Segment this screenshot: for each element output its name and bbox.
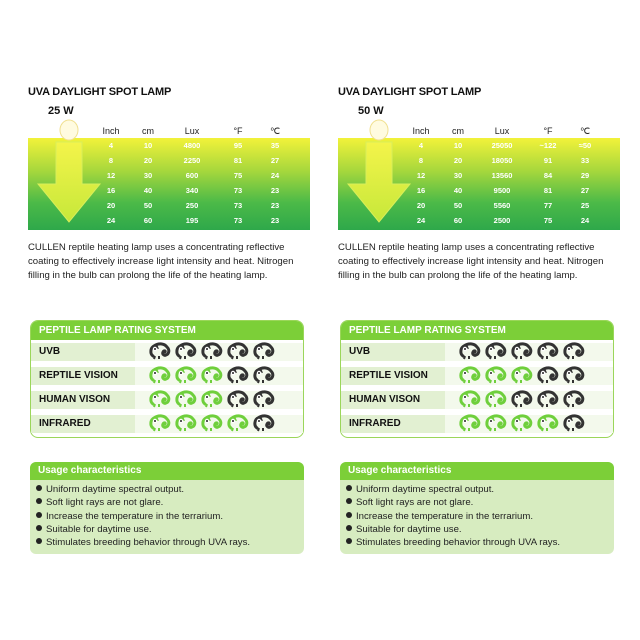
cell: 60	[453, 216, 463, 225]
rating-icons	[149, 414, 279, 434]
usage-text: Increase the temperature in the terrarium.	[46, 510, 224, 522]
wattage-label: 25 W	[48, 105, 74, 117]
cell: 77	[543, 201, 553, 210]
col-inch: Inch	[412, 126, 430, 136]
cell: 8	[108, 156, 114, 165]
table-row	[93, 198, 291, 213]
chameleon-dark-icon	[253, 390, 279, 407]
usage-box	[30, 462, 304, 554]
cell: 195	[185, 216, 199, 225]
chameleon-green-icon	[459, 414, 485, 431]
chameleon-dark-icon	[537, 366, 563, 383]
wattage-label: 50 W	[358, 105, 384, 117]
chameleon-green-icon	[149, 366, 175, 383]
cell: 25050	[491, 141, 513, 150]
rating-label: UVB	[31, 343, 135, 361]
cell: 20	[416, 201, 426, 210]
cell: 81	[543, 186, 553, 195]
bulb-icon	[60, 120, 78, 140]
table-row	[403, 183, 601, 198]
chameleon-green-icon	[227, 414, 253, 431]
cell: 73	[233, 216, 243, 225]
chameleon-green-icon	[201, 414, 227, 431]
cell: 16	[106, 186, 116, 195]
cell: 4	[108, 141, 114, 150]
cell: 40	[143, 186, 153, 195]
cell: 18050	[491, 156, 513, 165]
rating-icons	[459, 414, 589, 434]
table-row	[93, 213, 291, 228]
list-item	[346, 483, 560, 496]
list-item	[346, 523, 560, 536]
col-cm: cm	[142, 126, 154, 136]
chameleon-green-icon	[175, 414, 201, 431]
spec-table	[93, 124, 291, 228]
list-item	[346, 496, 560, 509]
col-fahrenheit: °F	[543, 126, 553, 136]
cell: 60	[143, 216, 153, 225]
product-description: CULLEN reptile heating lamp uses a concentrating reflective coating to effectively increase light intensity and heat. Nitrogen filling in the bulb can prolong the life of the heating lamp.	[338, 242, 604, 281]
rating-label: INFRARED	[31, 415, 135, 433]
table-row	[93, 168, 291, 183]
cell: 75	[543, 216, 553, 225]
table-row	[403, 138, 601, 153]
usage-text: Uniform daytime spectral output.	[356, 484, 495, 495]
cell: 24	[416, 216, 426, 225]
chameleon-dark-icon	[511, 342, 537, 359]
cell: 50	[453, 201, 463, 210]
chameleon-green-icon	[149, 390, 175, 407]
cell: 27	[580, 186, 590, 195]
cell: 9500	[493, 186, 511, 195]
cell: 27	[270, 156, 280, 165]
cell: 600	[185, 171, 199, 180]
chameleon-green-icon	[175, 390, 201, 407]
cell: 30	[453, 171, 463, 180]
cell: 40	[453, 186, 463, 195]
rating-icons	[149, 366, 279, 386]
cell: 20	[143, 156, 153, 165]
bullet-icon	[346, 538, 352, 544]
chameleon-dark-icon	[149, 342, 175, 359]
cell: 95	[233, 141, 243, 150]
cell: 24	[580, 216, 590, 225]
rating-system-box	[340, 320, 614, 438]
cell: 20	[453, 156, 463, 165]
chameleon-dark-icon	[537, 342, 563, 359]
cell: 2500	[493, 216, 511, 225]
rating-label: REPTILE VISION	[341, 367, 445, 385]
chameleon-green-icon	[459, 390, 485, 407]
cell: 23	[270, 186, 280, 195]
chameleon-dark-icon	[253, 366, 279, 383]
chameleon-green-icon	[149, 414, 175, 431]
cell: 4800	[183, 141, 201, 150]
cell: 4	[418, 141, 424, 150]
rating-row-uvb	[341, 341, 613, 363]
rating-row-uvb	[31, 341, 303, 363]
col-celsius: ℃	[269, 125, 281, 136]
list-item	[346, 510, 560, 523]
chameleon-dark-icon	[563, 414, 589, 431]
table-row	[403, 213, 601, 228]
cell: 91	[543, 156, 553, 165]
cell: 340	[185, 186, 199, 195]
usage-text: Suitable for daytime use.	[356, 523, 462, 535]
usage-list	[36, 483, 250, 549]
cell: 50	[143, 201, 153, 210]
chameleon-green-icon	[511, 414, 537, 431]
chameleon-green-icon	[201, 366, 227, 383]
rating-row-reptile-vision	[341, 365, 613, 387]
rating-label: UVB	[341, 343, 445, 361]
table-row	[93, 153, 291, 168]
usage-text: Soft light rays are not glare.	[356, 497, 474, 509]
bullet-icon	[36, 498, 42, 504]
cell: 35	[270, 141, 280, 150]
bullet-icon	[36, 485, 42, 491]
chameleon-dark-icon	[227, 366, 253, 383]
cell: 24	[270, 171, 280, 180]
usage-title: Usage characteristics	[30, 462, 304, 480]
cell: 23	[270, 201, 280, 210]
list-item	[36, 510, 250, 523]
panel-title: UVA DAYLIGHT SPOT LAMP	[28, 86, 172, 98]
col-fahrenheit: °F	[233, 126, 243, 136]
rating-label: INFRARED	[341, 415, 445, 433]
chameleon-green-icon	[485, 390, 511, 407]
cell: ~122	[539, 141, 557, 150]
chameleon-dark-icon	[563, 390, 589, 407]
chameleon-dark-icon	[485, 342, 511, 359]
bullet-icon	[346, 485, 352, 491]
cell: 13560	[491, 171, 513, 180]
rating-label: HUMAN VISON	[31, 391, 135, 409]
usage-text: Suitable for daytime use.	[46, 523, 152, 535]
chameleon-dark-icon	[563, 366, 589, 383]
spec-chart	[338, 118, 620, 230]
cell: 24	[106, 216, 116, 225]
chameleon-dark-icon	[563, 342, 589, 359]
usage-text: Increase the temperature in the terrarium.	[356, 510, 534, 522]
table-header-row	[403, 124, 601, 138]
bullet-icon	[36, 525, 42, 531]
rating-row-infrared	[31, 413, 303, 435]
col-lux: Lux	[494, 126, 510, 136]
usage-text: Stimulates breeding behavior through UVA rays.	[356, 537, 561, 549]
rating-icons	[149, 390, 279, 410]
cell: 10	[143, 141, 153, 150]
usage-box	[340, 462, 614, 554]
list-item	[36, 496, 250, 509]
rating-system-box	[30, 320, 304, 438]
bullet-icon	[346, 512, 352, 518]
chameleon-dark-icon	[511, 390, 537, 407]
chameleon-dark-icon	[459, 342, 485, 359]
list-item	[36, 536, 250, 549]
usage-text: Soft light rays are not glare.	[46, 497, 164, 509]
rating-system-title: PEPTILE LAMP RATING SYSTEM	[341, 321, 613, 340]
chameleon-green-icon	[485, 414, 511, 431]
rating-row-infrared	[341, 413, 613, 435]
cell: 8	[418, 156, 424, 165]
table-row	[403, 153, 601, 168]
col-lux: Lux	[184, 126, 200, 136]
chameleon-green-icon	[459, 366, 485, 383]
rating-label: HUMAN VISON	[341, 391, 445, 409]
cell: 250	[185, 201, 199, 210]
chameleon-dark-icon	[253, 342, 279, 359]
cell: 16	[416, 186, 426, 195]
chameleon-dark-icon	[253, 414, 279, 431]
bulb-icon	[370, 120, 388, 140]
rating-icons	[459, 390, 589, 410]
usage-text: Uniform daytime spectral output.	[46, 484, 185, 495]
rating-icons	[149, 342, 279, 362]
col-cm: cm	[452, 126, 464, 136]
cell: 25	[580, 201, 590, 210]
chameleon-green-icon	[485, 366, 511, 383]
chameleon-green-icon	[537, 414, 563, 431]
cell: 75	[233, 171, 243, 180]
cell: 10	[453, 141, 463, 150]
list-item	[346, 536, 560, 549]
bullet-icon	[36, 538, 42, 544]
table-row	[93, 138, 291, 153]
rating-row-human-vision	[341, 389, 613, 411]
cell: 29	[580, 171, 590, 180]
chameleon-dark-icon	[227, 342, 253, 359]
spec-table	[403, 124, 601, 228]
cell: 20	[106, 201, 116, 210]
rating-row-human-vision	[31, 389, 303, 411]
chameleon-dark-icon	[227, 390, 253, 407]
chameleon-dark-icon	[537, 390, 563, 407]
table-row	[403, 198, 601, 213]
bullet-icon	[36, 512, 42, 518]
cell: 84	[543, 171, 553, 180]
chameleon-green-icon	[511, 366, 537, 383]
table-row	[93, 183, 291, 198]
cell: 5560	[493, 201, 511, 210]
cell: 2250	[183, 156, 201, 165]
col-celsius: ℃	[579, 125, 591, 136]
usage-list	[346, 483, 560, 549]
chameleon-green-icon	[175, 366, 201, 383]
cell: 30	[143, 171, 153, 180]
rating-system-title: PEPTILE LAMP RATING SYSTEM	[31, 321, 303, 340]
cell: 73	[233, 186, 243, 195]
panel-title: UVA DAYLIGHT SPOT LAMP	[338, 86, 482, 98]
table-header-row	[93, 124, 291, 138]
rating-row-reptile-vision	[31, 365, 303, 387]
usage-text: Stimulates breeding behavior through UVA rays.	[46, 537, 251, 549]
chameleon-dark-icon	[201, 342, 227, 359]
cell: 81	[233, 156, 243, 165]
rating-icons	[459, 342, 589, 362]
cell: 73	[233, 201, 243, 210]
cell: 12	[416, 171, 426, 180]
bullet-icon	[346, 525, 352, 531]
chameleon-green-icon	[201, 390, 227, 407]
chameleon-dark-icon	[175, 342, 201, 359]
rating-label: REPTILE VISION	[31, 367, 135, 385]
cell: ≈50	[578, 141, 592, 150]
cell: 33	[580, 156, 590, 165]
table-row	[403, 168, 601, 183]
usage-title: Usage characteristics	[340, 462, 614, 480]
product-description: CULLEN reptile heating lamp uses a concentrating reflective coating to effectively increase light intensity and heat. Nitrogen filling in the bulb can prolong the life of the heating lamp.	[28, 242, 294, 281]
bullet-icon	[346, 498, 352, 504]
cell: 23	[270, 216, 280, 225]
list-item	[36, 523, 250, 536]
list-item	[36, 483, 250, 496]
spec-chart	[28, 118, 310, 230]
col-inch: Inch	[102, 126, 120, 136]
rating-icons	[459, 366, 589, 386]
cell: 12	[106, 171, 116, 180]
